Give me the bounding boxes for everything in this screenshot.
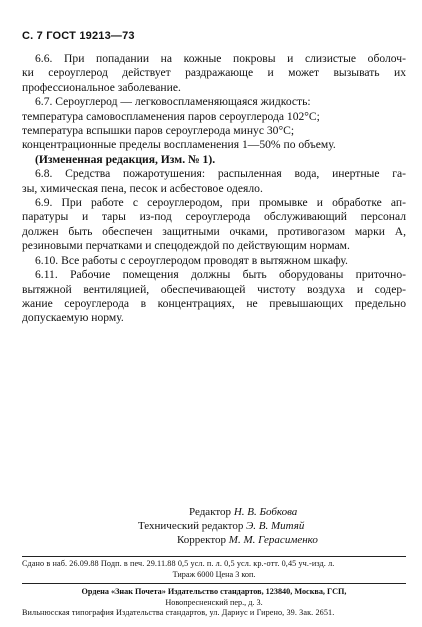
printing-house: Вильнюсская типография Издательства стандартов, ул. Дариус и Гирено, 39. Зак. 2651. (22, 608, 335, 617)
text-line: 6.9. При работе с сероуглеродом, при промывке и обработке ап- (35, 196, 406, 210)
imprint-block (22, 559, 406, 580)
text-line: 6.11. Рабочие помещения должны быть оборудованы приточно- (35, 268, 406, 282)
publisher-name: Ордена «Знак Почета» Издательство стандартов, 123840, Москва, ГСП, (81, 587, 347, 596)
document-body (22, 52, 406, 326)
divider (22, 556, 406, 557)
text-line: 6.7. Сероуглерод — легковоспламеняющаяся жидкость: (35, 95, 311, 109)
corrector-credit (160, 533, 318, 547)
tech-editor-name: Э. В. Митяй (246, 520, 305, 532)
tech-editor-role: Технический редактор (138, 520, 244, 532)
text-line: паратуры и тары из-под сероуглерода обслуживающий персонал (22, 210, 406, 224)
paragraph-6-11 (22, 268, 406, 326)
editorial-credits (138, 505, 318, 547)
editor-role: Редактор (189, 506, 232, 518)
text-line: ки сероуглерод действует раздражающе и может вызывать их (22, 66, 406, 80)
corrector-name: М. М. Герасименко (228, 534, 318, 546)
imprint-print-data: Сдано в наб. 26.09.88 Подп. в печ. 29.11.88 0,5 усл. п. л. 0,5 усл. кр.-отт. 0,45 уч.-изд. л. (22, 559, 335, 568)
editor-credit (160, 505, 318, 519)
publisher-address: Новопресненский пер., д. 3. (165, 597, 263, 607)
paragraph-6-6 (22, 52, 406, 95)
paragraph-6-9 (22, 196, 406, 254)
text-line: температура самовоспламенения паров сероуглерода 102°С; (22, 109, 320, 123)
text-line: профессиональное заболевание. (22, 80, 181, 94)
text-line: 6.6. При попадании на кожные покровы и слизистые оболоч- (35, 52, 406, 65)
text-line: вытяжной вентиляцией, обеспечивающей чистоту воздуха и содер- (22, 282, 406, 296)
text-line: жание сероуглерода в концентрациях, не превышающих предельно (22, 296, 406, 310)
editor-name: Н. В. Бобкова (233, 506, 298, 518)
paragraph-6-10 (22, 254, 406, 268)
tech-editor-credit (138, 519, 318, 533)
text-line: зы, химическая пена, песок и асбестовое одеяло. (22, 181, 263, 195)
page-header: С. 7 ГОСТ 19213—73 (22, 30, 135, 42)
text-line: концентрационные пределы воспламенения 1—50% по объему. (22, 138, 336, 152)
corrector-role: Корректор (177, 534, 227, 546)
imprint-circulation: Тираж 6000 Цена 3 коп. (172, 569, 256, 579)
edition-note: (Измененная редакция, Изм. № 1). (35, 152, 216, 166)
paragraph-6-7 (22, 95, 406, 167)
text-line: 6.10. Все работы с сероуглеродом проводят в вытяжном шкафу. (35, 253, 348, 267)
paragraph-6-8 (22, 167, 406, 196)
text-line: допускаемую норму. (22, 311, 124, 325)
publisher-block (22, 587, 406, 619)
text-line: 6.8. Средства пожаротушения: распыленная вода, инертные га- (35, 167, 406, 181)
divider (22, 583, 406, 584)
text-line: должен быть обеспечен защитными очками, противогазом марки А, (22, 224, 406, 238)
text-line: резиновыми перчатками и спецодеждой по действующим нормам. (22, 239, 350, 253)
text-line: температура вспышки паров сероуглерода минус 30°С; (22, 124, 295, 138)
